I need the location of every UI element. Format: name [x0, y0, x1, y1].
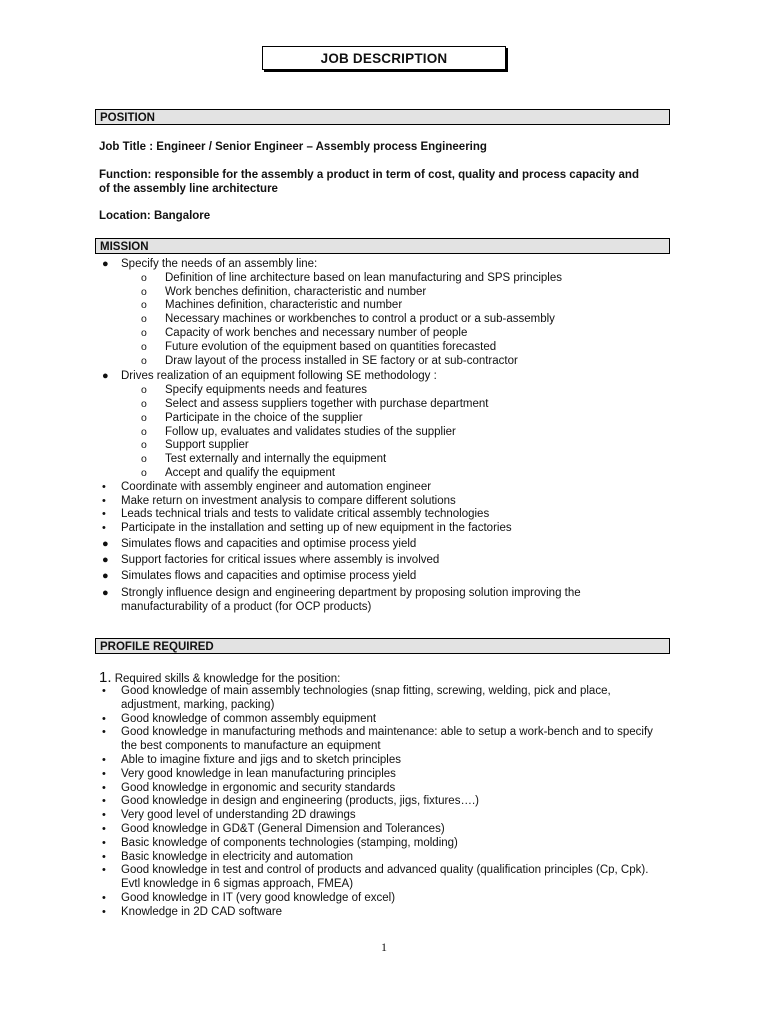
bullet-icon: • — [102, 836, 106, 849]
bullet-icon: • — [102, 864, 106, 877]
sub-list-item: o Follow up, evaluates and validates studies of the supplier — [141, 425, 456, 438]
section-mission: MISSION — [95, 238, 670, 254]
bullet-icon: • — [102, 781, 106, 794]
mission-list — [99, 258, 674, 615]
specify-sublist — [121, 272, 674, 369]
circle-bullet-icon: o — [141, 354, 147, 367]
bullet-icon: • — [102, 767, 106, 780]
list-item: • Knowledge in 2D CAD software — [102, 905, 283, 918]
bullet-icon: • — [102, 795, 106, 808]
list-item: ● Simulates flows and capacities and optimise process yield — [102, 537, 417, 550]
circle-bullet-icon: o — [141, 453, 147, 466]
section-position: POSITION — [95, 109, 670, 125]
bullet-icon: • — [102, 809, 106, 822]
list-item: ● Strongly influence design and engineering department by proposing solution improving the manufacturability of a product (for OCP products) — [102, 587, 581, 614]
bullet-icon: ● — [102, 587, 109, 600]
circle-bullet-icon: o — [141, 326, 147, 339]
list-item: • Good knowledge in manufacturing methods and maintenance: able to setup a work-bench and to specify the best components to manufacture an equipment — [102, 726, 653, 753]
bullet-icon: • — [102, 822, 106, 835]
list-item: • Leads technical trials and tests to validate critical assembly technologies — [102, 508, 490, 521]
sub-list-item: o Future evolution of the equipment based on quantities forecasted — [141, 340, 497, 353]
list-item: • Able to imagine fixture and jigs and to sketch principles — [102, 753, 401, 766]
bullet-icon: • — [102, 891, 106, 904]
sub-list-item: o Draw layout of the process installed in SE factory or at sub-contractor — [141, 354, 518, 367]
list-item: ● Specify the needs of an assembly line: o Definition of line architecture based on lean manufacturing and SPS principles o Work benches definition, characteristic and number o Machines definition, characteristic and number o Necessary machines or workbenches to control a product or a sub-assembly o Capacity of work benches and necessary number of people o Future evolution of the equipment based on quantities forecasted o Draw layout of the process installed in SE factory or at sub-contractor — [99, 258, 674, 368]
list-item: • Basic knowledge of components technologies (stamping, molding) — [102, 836, 458, 849]
sub-list-item: o Necessary machines or workbenches to control a product or a sub-assembly — [141, 313, 555, 326]
circle-bullet-icon: o — [141, 439, 147, 452]
list-item: ● Support factories for critical issues where assembly is involved — [102, 553, 440, 566]
location: Location: Bangalore — [99, 210, 211, 222]
sub-list-item: o Capacity of work benches and necessary number of people — [141, 326, 468, 339]
sub-list-item: o Specify equipments needs and features — [141, 384, 368, 397]
circle-bullet-icon: o — [141, 299, 147, 312]
sub-list-item: o Definition of line architecture based on lean manufacturing and SPS principles — [141, 271, 562, 284]
circle-bullet-icon: o — [141, 313, 147, 326]
circle-bullet-icon: o — [141, 411, 147, 424]
circle-bullet-icon: o — [141, 384, 147, 397]
bullet-icon: • — [102, 905, 106, 918]
bullet-icon: • — [102, 712, 106, 725]
list-item: • Participate in the installation and setting up of new equipment in the factories — [102, 522, 512, 535]
job-title: Job Title : Engineer / Senior Engineer – Assembly process Engineering — [99, 141, 487, 153]
sub-list-item: o Participate in the choice of the supplier — [141, 411, 363, 424]
bullet-icon: • — [102, 726, 106, 739]
bullet-icon: ● — [102, 258, 109, 270]
list-item: • Very good level of understanding 2D drawings — [102, 809, 356, 822]
circle-bullet-icon: o — [141, 340, 147, 353]
bullet-icon: • — [102, 508, 106, 521]
circle-bullet-icon: o — [141, 285, 147, 298]
sub-list-item: o Accept and qualify the equipment — [141, 466, 336, 479]
list-item: • Make return on investment analysis to compare different solutions — [102, 494, 456, 507]
list-item: ● Drives realization of an equipment following SE methodology : o Specify equipments needs and features o Select and assess suppliers together with purchase department o Participate in the choice of the supplier o Follow up, evaluates and validates studies of the supplier o Support supplier o Test externally and internally the equipment o Accept and qualify the equipment — [99, 370, 674, 480]
page-number: 1 — [381, 940, 387, 954]
sub-list-item: o Machines definition, characteristic and number — [141, 299, 403, 312]
section-profile: PROFILE REQUIRED — [95, 638, 670, 654]
drives-sublist — [121, 384, 674, 481]
sub-list-item: o Work benches definition, characteristic and number — [141, 285, 427, 298]
profile-heading: 1. Required skills & knowledge for the position: — [99, 669, 341, 686]
function-line-1: Function: responsible for the assembly a product in term of cost, quality and process capacity and — [99, 169, 639, 181]
bullet-icon: ● — [102, 370, 109, 383]
function-line-2: of the assembly line architecture — [99, 183, 278, 195]
circle-bullet-icon: o — [141, 466, 147, 479]
circle-bullet-icon: o — [141, 425, 147, 438]
bullet-icon: • — [102, 753, 106, 766]
list-item: • Good knowledge in IT (very good knowledge of excel) — [102, 891, 396, 904]
list-item: • Good knowledge in ergonomic and security standards — [102, 781, 396, 794]
list-item: • Good knowledge of main assembly technologies (snap fitting, screwing, welding, pick and place, adjustment, marking, packing) — [102, 685, 611, 711]
sub-list-item: o Support supplier — [141, 439, 249, 452]
bullet-icon: ● — [102, 537, 109, 550]
bullet-icon: ● — [102, 553, 109, 566]
profile-list — [99, 685, 674, 920]
bullet-icon: • — [102, 685, 106, 697]
bullet-icon: • — [102, 494, 106, 507]
list-item: • Very good knowledge in lean manufacturing principles — [102, 767, 396, 780]
list-item: • Good knowledge of common assembly equipment — [102, 712, 377, 725]
bullet-icon: • — [102, 480, 106, 493]
circle-bullet-icon: o — [141, 397, 147, 410]
list-item: • Basic knowledge in electricity and automation — [102, 850, 354, 863]
bullet-icon: • — [102, 522, 106, 535]
document-title: JOB DESCRIPTION — [262, 46, 506, 70]
circle-bullet-icon: o — [141, 271, 147, 284]
list-item: • Good knowledge in design and engineering (products, jigs, fixtures….) — [102, 795, 479, 808]
list-item: ● Simulates flows and capacities and optimise process yield — [102, 569, 417, 582]
list-item: • Good knowledge in test and control of products and advanced quality (qualification principles (Cp, Cpk). Evtl knowledge in 6 sigmas approach, FMEA) — [102, 864, 649, 891]
list-item: • Coordinate with assembly engineer and automation engineer — [102, 480, 432, 493]
bullet-icon: ● — [102, 569, 109, 582]
list-item: • Good knowledge in GD&T (General Dimension and Tolerances) — [102, 822, 445, 835]
bullet-icon: • — [102, 850, 106, 863]
sub-list-item: o Test externally and internally the equipment — [141, 453, 387, 466]
sub-list-item: o Select and assess suppliers together with purchase department — [141, 397, 489, 410]
